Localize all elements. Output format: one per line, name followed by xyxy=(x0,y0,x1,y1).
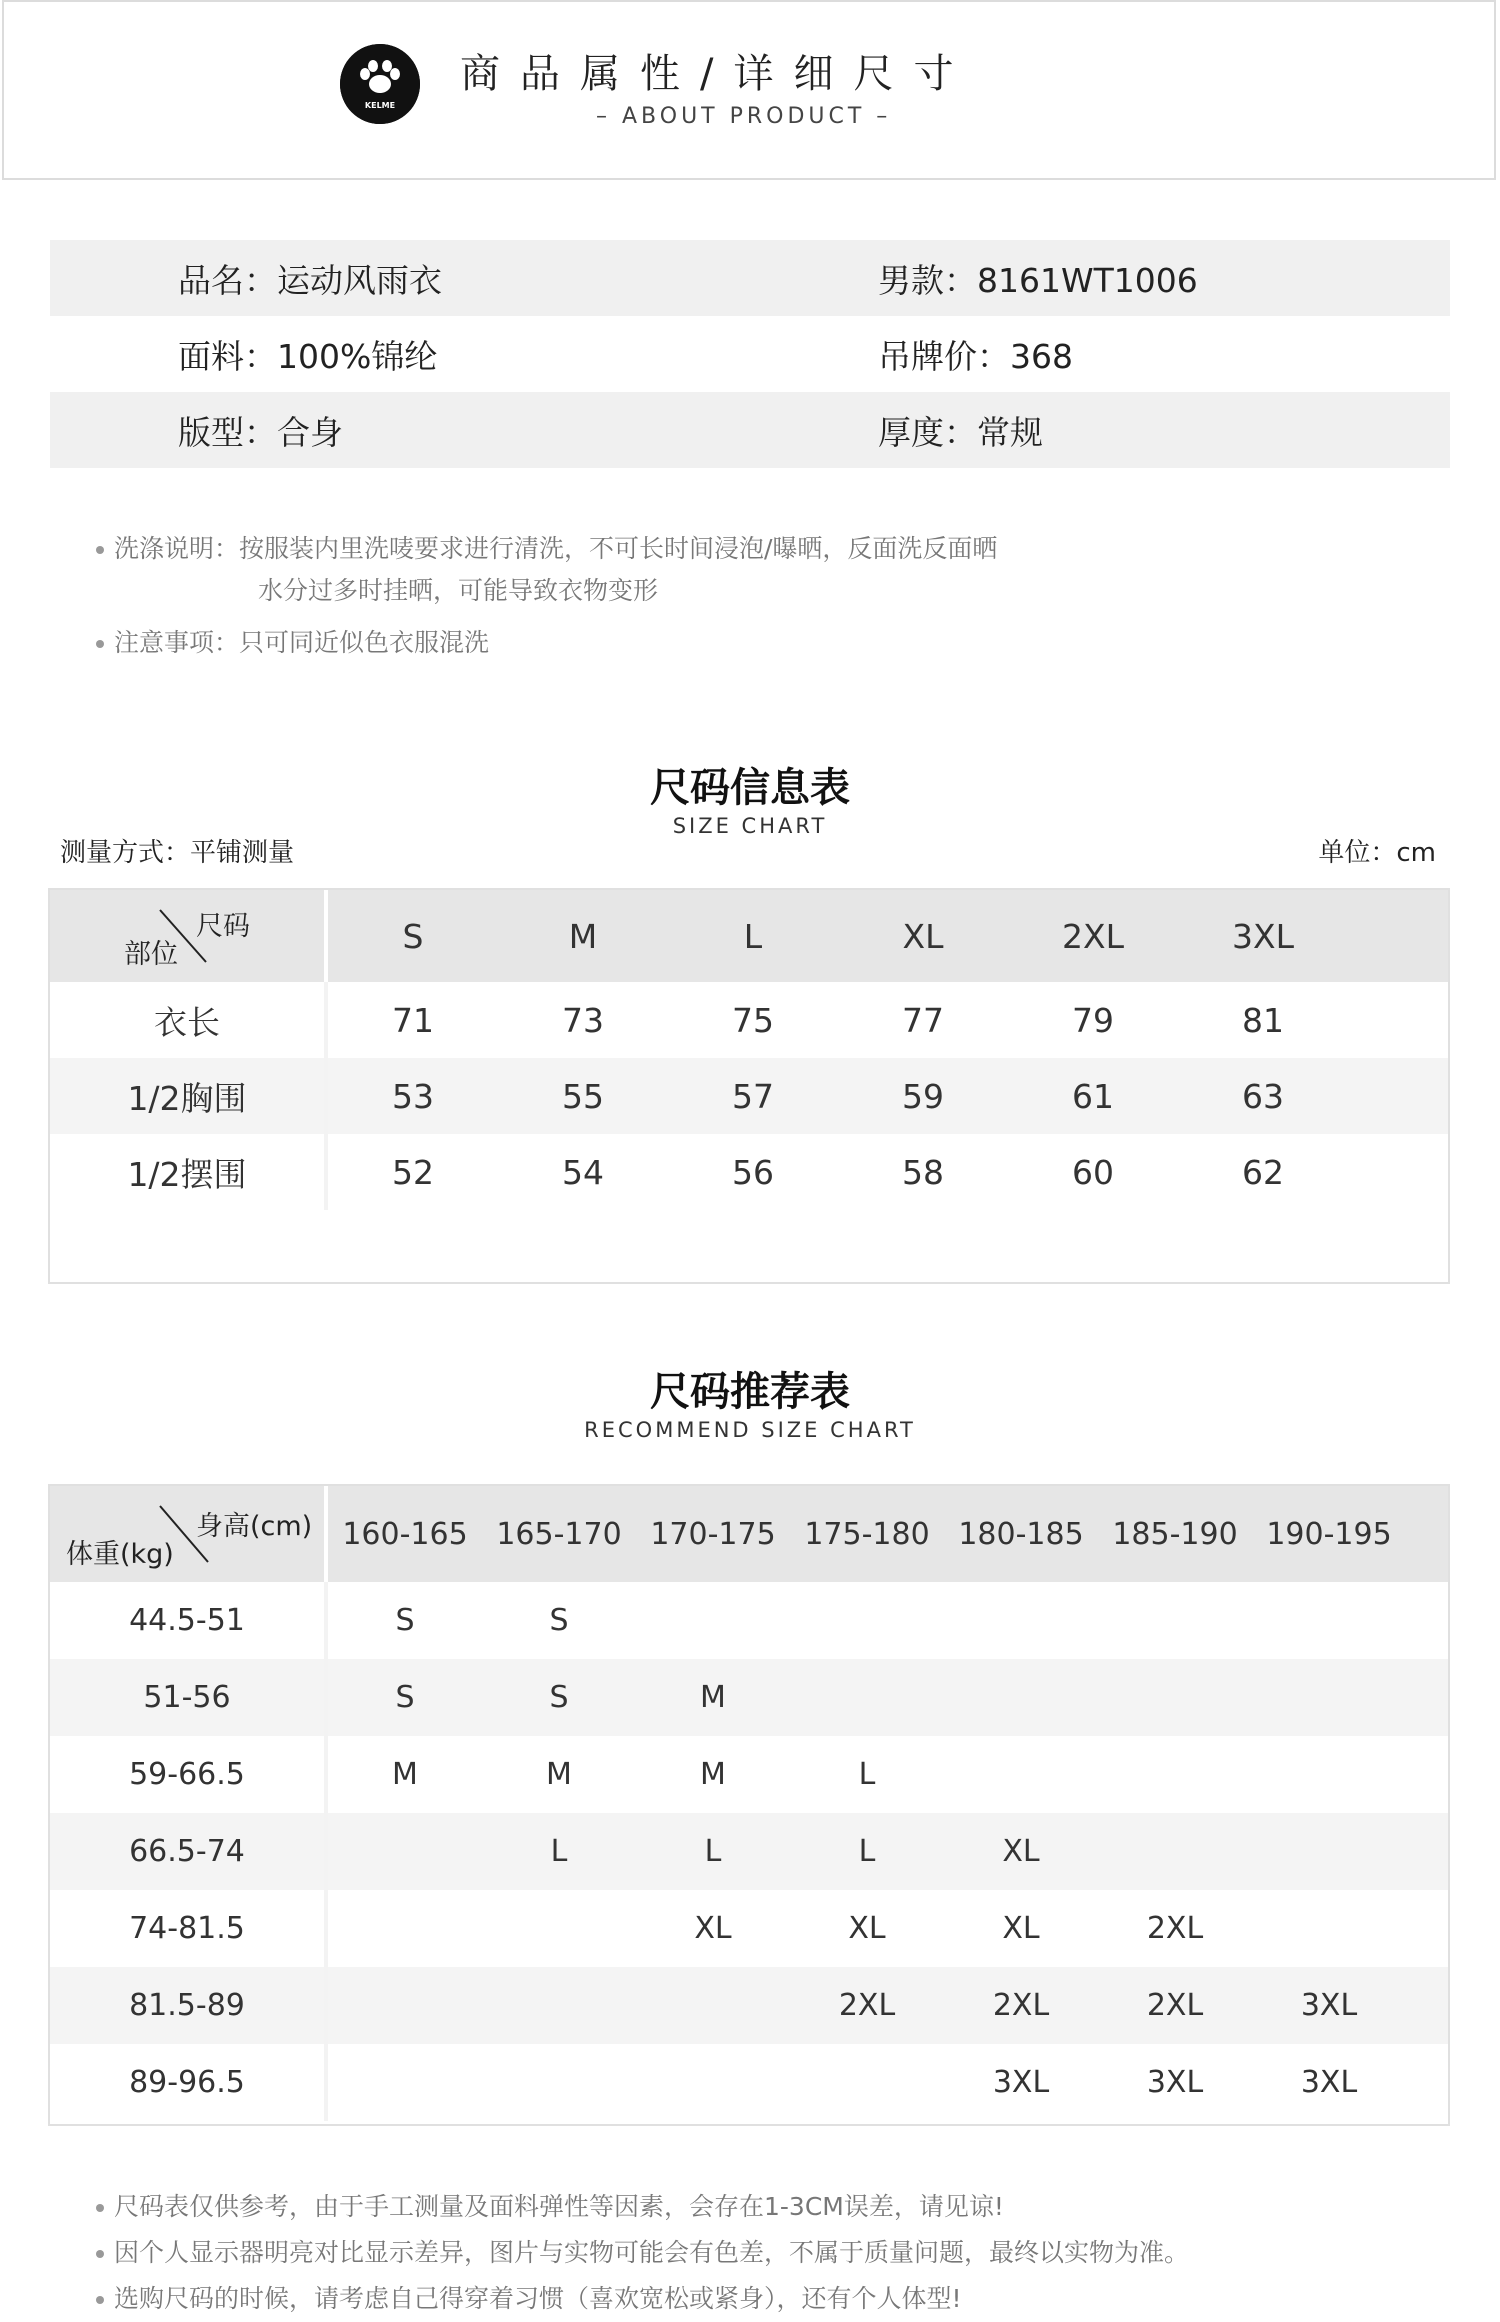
header-height: 190-195 xyxy=(1266,1516,1392,1552)
recommend-chart-table xyxy=(48,1484,1450,2126)
table-cell: M xyxy=(700,1680,726,1715)
table-cell: 77 xyxy=(902,1000,944,1040)
logo-text: KELME xyxy=(364,101,396,110)
attribute-row xyxy=(50,240,1450,316)
table-row xyxy=(50,1967,1448,2044)
table-cell xyxy=(1252,1582,1406,1659)
table-cell xyxy=(328,1967,482,2044)
attr-price: 吊牌价：368 xyxy=(878,336,1073,376)
bullet-icon xyxy=(96,640,104,648)
bullet-icon xyxy=(96,2204,104,2212)
measure-method: 测量方式：平铺测量 xyxy=(60,838,295,868)
bullet-icon xyxy=(96,546,104,554)
table-cell: 3XL xyxy=(1300,1988,1358,2023)
table-cell xyxy=(790,1659,944,1736)
table-cell xyxy=(328,2044,482,2121)
table-cell xyxy=(944,1659,1098,1736)
header-size-xl: XL xyxy=(902,916,944,956)
table-cell xyxy=(482,2044,636,2121)
table-cell: L xyxy=(550,1834,568,1869)
table-cell: S xyxy=(395,1680,415,1715)
table-cell xyxy=(328,1813,482,1890)
size-chart-table xyxy=(48,888,1450,1284)
table-row xyxy=(50,982,1448,1058)
header-size-2xl: 2XL xyxy=(1062,916,1124,956)
diagonal-line xyxy=(50,890,324,982)
footer-note: 因个人显示器明亮对比显示差异，图片与实物可能会有色差，不属于质量问题，最终以实物为准。 xyxy=(114,2238,1190,2267)
table-header-row xyxy=(50,1486,1448,1582)
table-cell: 81 xyxy=(1242,1000,1284,1040)
table-cell: 63 xyxy=(1242,1076,1284,1116)
row-label: 59-66.5 xyxy=(50,1736,328,1813)
table-row xyxy=(50,2044,1448,2121)
table-cell: XL xyxy=(1002,1834,1040,1869)
table-cell: L xyxy=(704,1834,722,1869)
table-cell: 3XL xyxy=(1146,2065,1204,2100)
table-cell: M xyxy=(392,1757,418,1792)
row-label: 衣长 xyxy=(50,982,328,1058)
table-cell xyxy=(790,2044,944,2121)
table-row xyxy=(50,1582,1448,1659)
table-cell: S xyxy=(395,1603,415,1638)
table-cell: 75 xyxy=(732,1000,774,1040)
bullet-icon xyxy=(96,2250,104,2258)
table-row xyxy=(50,1058,1448,1134)
table-cell: 71 xyxy=(392,1000,434,1040)
footer-notes xyxy=(96,2184,1189,2322)
table-cell: 55 xyxy=(562,1076,604,1116)
table-row xyxy=(50,1736,1448,1813)
table-cell xyxy=(1098,1659,1252,1736)
table-cell: 61 xyxy=(1072,1076,1114,1116)
attr-model: 男款：8161WT1006 xyxy=(878,260,1198,300)
table-cell: 62 xyxy=(1242,1152,1284,1192)
table-row xyxy=(50,1890,1448,1967)
table-cell: 54 xyxy=(562,1152,604,1192)
attr-fabric: 面料：100%锦纶 xyxy=(178,336,438,376)
paw-icon xyxy=(340,44,420,124)
header-height: 175-180 xyxy=(804,1516,930,1552)
header-size-s: S xyxy=(402,916,424,956)
table-cell: 52 xyxy=(392,1152,434,1192)
table-cell: 79 xyxy=(1072,1000,1114,1040)
footer-note: 尺码表仅供参考，由于手工测量及面料弹性等因素，会存在1-3CM误差，请见谅! xyxy=(114,2192,1004,2221)
table-cell xyxy=(944,1736,1098,1813)
table-cell: 3XL xyxy=(992,2065,1050,2100)
table-cell xyxy=(636,2044,790,2121)
corner-height-label: 身高(cm) xyxy=(196,1511,313,1542)
row-label: 89-96.5 xyxy=(50,2044,328,2121)
corner-cell xyxy=(50,890,328,982)
corner-cell xyxy=(50,1486,328,1582)
header-height: 185-190 xyxy=(1112,1516,1238,1552)
table-cell: XL xyxy=(694,1911,732,1946)
table-cell xyxy=(944,1582,1098,1659)
table-cell xyxy=(1252,1736,1406,1813)
table-cell: 3XL xyxy=(1300,2065,1358,2100)
attr-name: 品名：运动风雨衣 xyxy=(178,260,442,300)
table-cell: M xyxy=(700,1757,726,1792)
row-label: 44.5-51 xyxy=(50,1582,328,1659)
row-label: 51-56 xyxy=(50,1659,328,1736)
attr-thickness: 厚度：常规 xyxy=(878,412,1043,452)
table-cell: XL xyxy=(1002,1911,1040,1946)
table-row xyxy=(50,1659,1448,1736)
header-height: 160-165 xyxy=(342,1516,468,1552)
row-label: 1/2胸围 xyxy=(50,1058,328,1134)
corner-size-label: 尺码 xyxy=(196,911,250,942)
table-cell: 59 xyxy=(902,1076,944,1116)
header-height: 170-175 xyxy=(650,1516,776,1552)
table-cell: S xyxy=(549,1680,569,1715)
attr-fit: 版型：合身 xyxy=(178,412,343,452)
unit-label: 单位：cm xyxy=(1318,838,1436,868)
table-cell: 57 xyxy=(732,1076,774,1116)
table-row xyxy=(50,1134,1448,1210)
table-cell xyxy=(636,1582,790,1659)
recommend-chart-title: 尺码推荐表 xyxy=(650,1369,850,1415)
table-cell: 2XL xyxy=(1146,1911,1204,1946)
row-label: 66.5-74 xyxy=(50,1813,328,1890)
header-size-m: M xyxy=(568,916,598,956)
table-cell xyxy=(1252,1813,1406,1890)
care-notes xyxy=(96,528,1396,664)
attribute-row xyxy=(50,316,1450,392)
header-height: 180-185 xyxy=(958,1516,1084,1552)
row-label: 81.5-89 xyxy=(50,1967,328,2044)
table-cell xyxy=(790,1582,944,1659)
table-cell xyxy=(482,1890,636,1967)
table-row xyxy=(50,1813,1448,1890)
table-cell xyxy=(636,1967,790,2044)
attribute-row xyxy=(50,392,1450,468)
page-subtitle: – ABOUT PRODUCT – xyxy=(596,104,892,129)
table-cell: S xyxy=(549,1603,569,1638)
table-cell xyxy=(1252,1890,1406,1967)
header-size-l: L xyxy=(743,916,763,956)
table-header-row xyxy=(50,890,1448,982)
recommend-rows xyxy=(50,1582,1448,2121)
table-cell: M xyxy=(546,1757,572,1792)
header-size-3xl: 3XL xyxy=(1232,916,1294,956)
table-cell: XL xyxy=(848,1911,886,1946)
table-cell: 2XL xyxy=(1146,1988,1204,2023)
footer-note: 选购尺码的时候，请考虑自己得穿着习惯（喜欢宽松或紧身），还有个人体型! xyxy=(114,2284,962,2313)
table-cell xyxy=(482,1967,636,2044)
attributes-table xyxy=(50,240,1450,468)
table-cell: 2XL xyxy=(838,1988,896,2023)
table-cell: 53 xyxy=(392,1076,434,1116)
attention-note: 注意事项：只可同近似色衣服混洗 xyxy=(114,628,490,657)
bullet-icon xyxy=(96,2296,104,2304)
table-cell: 56 xyxy=(732,1152,774,1192)
table-cell: 60 xyxy=(1072,1152,1114,1192)
size-chart-subtitle: SIZE CHART xyxy=(672,814,828,838)
kelme-logo xyxy=(340,44,420,124)
row-label: 74-81.5 xyxy=(50,1890,328,1967)
corner-part-label: 部位 xyxy=(124,939,178,970)
table-cell xyxy=(1252,1659,1406,1736)
wash-instruction: 洗涤说明：按服装内里洗唛要求进行清洗，不可长时间浸泡/曝晒，反面洗反面晒 xyxy=(114,534,998,563)
table-cell: 73 xyxy=(562,1000,604,1040)
corner-weight-label: 体重(kg) xyxy=(66,1539,174,1570)
header-height: 165-170 xyxy=(496,1516,622,1552)
table-cell: L xyxy=(858,1757,876,1792)
table-cell xyxy=(1098,1582,1252,1659)
wash-instruction-cont: 水分过多时挂晒，可能导致衣物变形 xyxy=(258,576,659,605)
page-title: 商品属性/详细尺寸 xyxy=(460,51,974,97)
recommend-chart-subtitle: RECOMMEND SIZE CHART xyxy=(584,1418,916,1442)
product-header xyxy=(2,0,1496,180)
table-cell: 2XL xyxy=(992,1988,1050,2023)
size-chart-title: 尺码信息表 xyxy=(650,765,850,811)
row-label: 1/2摆围 xyxy=(50,1134,328,1210)
table-cell: L xyxy=(858,1834,876,1869)
table-cell xyxy=(1098,1813,1252,1890)
table-cell: 58 xyxy=(902,1152,944,1192)
table-cell xyxy=(328,1890,482,1967)
table-cell xyxy=(1098,1736,1252,1813)
